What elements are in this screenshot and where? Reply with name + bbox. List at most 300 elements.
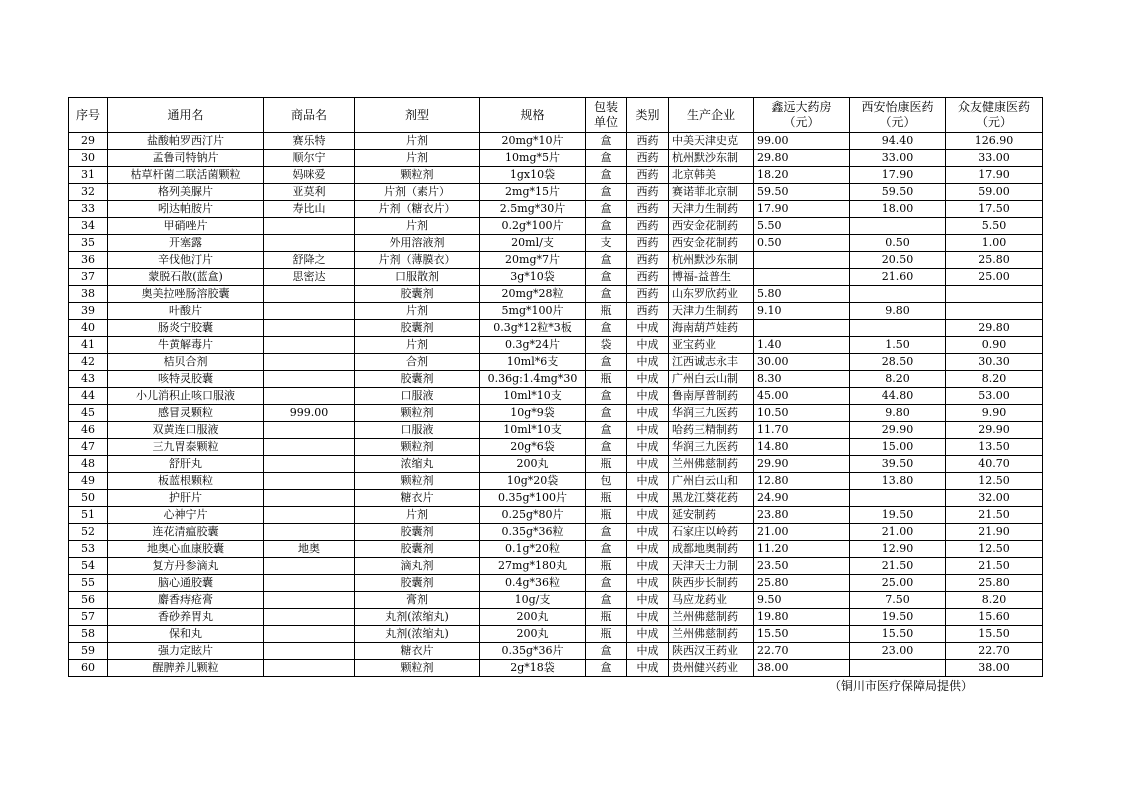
cell-price-yikang: 33.00: [850, 150, 946, 167]
cell-spec: 0.25g*80片: [480, 507, 586, 524]
cell-spec: 200丸: [480, 456, 586, 473]
cell-pack-unit: 盒: [586, 218, 627, 235]
cell-price-yikang: 7.50: [850, 592, 946, 609]
cell-price-xinyuan: 99.00: [754, 133, 850, 150]
table-row: [69, 626, 1043, 643]
cell-price-zhongyou: 32.00: [946, 490, 1043, 507]
cell-price-yikang: 39.50: [850, 456, 946, 473]
cell-category: 西药: [627, 133, 669, 150]
cell-pack-unit: 包: [586, 473, 627, 490]
cell-generic-name: 三九胃泰颗粒: [108, 439, 264, 456]
cell-dosage-form: 片剂: [355, 133, 480, 150]
table-row: [69, 575, 1043, 592]
cell-dosage-form: 糖衣片: [355, 490, 480, 507]
cell-seq: 41: [69, 337, 108, 354]
cell-category: 中成: [627, 592, 669, 609]
cell-generic-name: 脑心通胶囊: [108, 575, 264, 592]
cell-dosage-form: 口服液: [355, 388, 480, 405]
cell-spec: 20ml/支: [480, 235, 586, 252]
cell-category: 西药: [627, 184, 669, 201]
cell-spec: 0.36g:1.4mg*30: [480, 371, 586, 388]
cell-brand: 顺尔宁: [264, 150, 355, 167]
table-row: [69, 507, 1043, 524]
cell-price-yikang: 18.00: [850, 201, 946, 218]
cell-spec: 10g*20袋: [480, 473, 586, 490]
col-header-pack-unit: [586, 98, 627, 133]
cell-dosage-form: 胶囊剂: [355, 541, 480, 558]
cell-seq: 30: [69, 150, 108, 167]
cell-pack-unit: 盒: [586, 354, 627, 371]
pharmacy-yikang-unit: （元）: [879, 115, 916, 129]
cell-brand: [264, 218, 355, 235]
cell-seq: 39: [69, 303, 108, 320]
cell-pack-unit: 盒: [586, 405, 627, 422]
cell-price-xinyuan: 8.30: [754, 371, 850, 388]
col-header-generic-name: 通用名: [108, 98, 264, 133]
cell-price-xinyuan: 38.00: [754, 660, 850, 677]
cell-brand: [264, 643, 355, 660]
cell-pack-unit: 瓶: [586, 507, 627, 524]
cell-price-xinyuan: 5.80: [754, 286, 850, 303]
cell-manufacturer: 北京韩美: [669, 167, 754, 184]
cell-generic-name: 舒肝丸: [108, 456, 264, 473]
cell-brand: [264, 626, 355, 643]
cell-price-xinyuan: [754, 269, 850, 286]
cell-price-yikang: 13.80: [850, 473, 946, 490]
cell-category: 中成: [627, 524, 669, 541]
cell-generic-name: 格列美脲片: [108, 184, 264, 201]
table-row: [69, 371, 1043, 388]
cell-seq: 46: [69, 422, 108, 439]
cell-generic-name: 孟鲁司特钠片: [108, 150, 264, 167]
cell-price-xinyuan: 10.50: [754, 405, 850, 422]
table-row: [69, 405, 1043, 422]
cell-price-yikang: 25.00: [850, 575, 946, 592]
cell-price-xinyuan: 18.20: [754, 167, 850, 184]
cell-dosage-form: 片剂: [355, 150, 480, 167]
cell-category: 西药: [627, 252, 669, 269]
table-row: [69, 456, 1043, 473]
cell-generic-name: 肠炎宁胶囊: [108, 320, 264, 337]
cell-brand: [264, 660, 355, 677]
table-row: [69, 643, 1043, 660]
cell-pack-unit: 瓶: [586, 456, 627, 473]
cell-generic-name: 保和丸: [108, 626, 264, 643]
cell-price-yikang: [850, 286, 946, 303]
cell-price-xinyuan: 25.80: [754, 575, 850, 592]
cell-spec: 10g/支: [480, 592, 586, 609]
cell-price-zhongyou: 29.90: [946, 422, 1043, 439]
cell-pack-unit: 盒: [586, 575, 627, 592]
pharmacy-zhongyou-name: 众友健康医药: [957, 100, 1030, 114]
cell-brand: 地奥: [264, 541, 355, 558]
cell-brand: [264, 354, 355, 371]
cell-manufacturer: 西安金花制药: [669, 235, 754, 252]
cell-price-zhongyou: 15.60: [946, 609, 1043, 626]
cell-dosage-form: 胶囊剂: [355, 371, 480, 388]
cell-manufacturer: 广州白云山制: [669, 371, 754, 388]
cell-spec: 200丸: [480, 626, 586, 643]
cell-category: 西药: [627, 303, 669, 320]
cell-generic-name: 连花清瘟胶囊: [108, 524, 264, 541]
pharmacy-xinyuan-unit: （元）: [783, 115, 820, 129]
cell-generic-name: 复方丹参滴丸: [108, 558, 264, 575]
cell-price-yikang: 9.80: [850, 405, 946, 422]
cell-pack-unit: 瓶: [586, 558, 627, 575]
cell-seq: 32: [69, 184, 108, 201]
cell-category: 中成: [627, 371, 669, 388]
table-row: [69, 490, 1043, 507]
cell-manufacturer: 陕西步长制药: [669, 575, 754, 592]
cell-price-yikang: 21.00: [850, 524, 946, 541]
cell-dosage-form: 口服液: [355, 422, 480, 439]
cell-spec: 20mg*10片: [480, 133, 586, 150]
cell-spec: 2mg*15片: [480, 184, 586, 201]
cell-brand: [264, 524, 355, 541]
table-row: [69, 439, 1043, 456]
cell-spec: 10ml*10支: [480, 422, 586, 439]
cell-category: 中成: [627, 558, 669, 575]
cell-category: 中成: [627, 439, 669, 456]
cell-seq: 52: [69, 524, 108, 541]
table-row: [69, 592, 1043, 609]
cell-price-xinyuan: 9.50: [754, 592, 850, 609]
cell-price-zhongyou: 29.80: [946, 320, 1043, 337]
cell-price-zhongyou: 38.00: [946, 660, 1043, 677]
cell-generic-name: 吲达帕胺片: [108, 201, 264, 218]
cell-category: 中成: [627, 456, 669, 473]
table-row: [69, 150, 1043, 167]
cell-price-zhongyou: 15.50: [946, 626, 1043, 643]
cell-generic-name: 蒙脱石散(蓝盒): [108, 269, 264, 286]
cell-price-zhongyou: 1.00: [946, 235, 1043, 252]
cell-brand: 妈咪爱: [264, 167, 355, 184]
cell-seq: 55: [69, 575, 108, 592]
cell-generic-name: 枯草杆菌二联活菌颗粒: [108, 167, 264, 184]
cell-brand: [264, 558, 355, 575]
cell-price-xinyuan: 29.90: [754, 456, 850, 473]
cell-seq: 48: [69, 456, 108, 473]
cell-price-yikang: 19.50: [850, 507, 946, 524]
cell-price-yikang: 15.00: [850, 439, 946, 456]
cell-price-xinyuan: 14.80: [754, 439, 850, 456]
cell-category: 中成: [627, 660, 669, 677]
cell-dosage-form: 胶囊剂: [355, 524, 480, 541]
table-row: [69, 286, 1043, 303]
cell-seq: 59: [69, 643, 108, 660]
cell-manufacturer: 延安制药: [669, 507, 754, 524]
cell-pack-unit: 盒: [586, 201, 627, 218]
cell-seq: 60: [69, 660, 108, 677]
pack-unit-line2: 单位: [593, 115, 618, 129]
cell-generic-name: 强力定眩片: [108, 643, 264, 660]
col-header-brand: 商品名: [264, 98, 355, 133]
pack-unit-line1: 包装: [593, 100, 618, 114]
cell-manufacturer: 成都地奥制药: [669, 541, 754, 558]
cell-brand: [264, 592, 355, 609]
cell-seq: 31: [69, 167, 108, 184]
header-row: [69, 98, 1043, 133]
cell-dosage-form: 颗粒剂: [355, 439, 480, 456]
cell-price-xinyuan: 21.00: [754, 524, 850, 541]
cell-spec: 2.5mg*30片: [480, 201, 586, 218]
cell-price-xinyuan: 59.50: [754, 184, 850, 201]
cell-seq: 42: [69, 354, 108, 371]
cell-dosage-form: 片剂（薄膜衣）: [355, 252, 480, 269]
cell-pack-unit: 袋: [586, 337, 627, 354]
cell-price-zhongyou: [946, 303, 1043, 320]
cell-price-xinyuan: 19.80: [754, 609, 850, 626]
cell-spec: 0.1g*20粒: [480, 541, 586, 558]
cell-price-yikang: 15.50: [850, 626, 946, 643]
cell-price-xinyuan: 15.50: [754, 626, 850, 643]
cell-brand: [264, 507, 355, 524]
cell-seq: 43: [69, 371, 108, 388]
cell-price-xinyuan: 24.90: [754, 490, 850, 507]
cell-seq: 36: [69, 252, 108, 269]
cell-price-zhongyou: 25.80: [946, 575, 1043, 592]
cell-dosage-form: 胶囊剂: [355, 286, 480, 303]
cell-brand: [264, 456, 355, 473]
cell-manufacturer: 天津力生制药: [669, 201, 754, 218]
cell-spec: 10ml*10支: [480, 388, 586, 405]
cell-seq: 50: [69, 490, 108, 507]
table-row: [69, 558, 1043, 575]
cell-manufacturer: 哈药三精制药: [669, 422, 754, 439]
col-header-manufacturer: 生产企业: [669, 98, 754, 133]
cell-price-zhongyou: 33.00: [946, 150, 1043, 167]
cell-manufacturer: 兰州佛慈制药: [669, 456, 754, 473]
cell-price-yikang: 8.20: [850, 371, 946, 388]
cell-brand: 思密达: [264, 269, 355, 286]
cell-price-yikang: 29.90: [850, 422, 946, 439]
cell-category: 西药: [627, 235, 669, 252]
cell-spec: 3g*10袋: [480, 269, 586, 286]
table-row: [69, 269, 1043, 286]
table-row: [69, 660, 1043, 677]
cell-dosage-form: 外用溶液剂: [355, 235, 480, 252]
cell-price-xinyuan: 23.80: [754, 507, 850, 524]
cell-generic-name: 板蓝根颗粒: [108, 473, 264, 490]
cell-pack-unit: 盒: [586, 133, 627, 150]
cell-spec: 1gx10袋: [480, 167, 586, 184]
cell-generic-name: 桔贝合剂: [108, 354, 264, 371]
cell-category: 中成: [627, 337, 669, 354]
cell-pack-unit: 瓶: [586, 626, 627, 643]
cell-category: 中成: [627, 575, 669, 592]
cell-pack-unit: 盒: [586, 422, 627, 439]
pharmacy-xinyuan-name: 鑫远大药房: [771, 100, 832, 114]
cell-manufacturer: 山东罗欣药业: [669, 286, 754, 303]
cell-price-yikang: 21.50: [850, 558, 946, 575]
cell-generic-name: 醒脾养儿颗粒: [108, 660, 264, 677]
cell-category: 西药: [627, 167, 669, 184]
cell-brand: [264, 422, 355, 439]
cell-price-zhongyou: 21.50: [946, 507, 1043, 524]
cell-brand: [264, 439, 355, 456]
cell-price-yikang: [850, 218, 946, 235]
drug-price-table: [68, 97, 1043, 677]
cell-pack-unit: 瓶: [586, 490, 627, 507]
cell-category: 中成: [627, 490, 669, 507]
cell-price-xinyuan: 0.50: [754, 235, 850, 252]
cell-seq: 35: [69, 235, 108, 252]
cell-manufacturer: 天津天士力制: [669, 558, 754, 575]
cell-dosage-form: 片剂: [355, 218, 480, 235]
cell-manufacturer: 博福-益普生: [669, 269, 754, 286]
col-header-pharmacy-zhongyou: [946, 98, 1043, 133]
cell-seq: 37: [69, 269, 108, 286]
cell-brand: [264, 235, 355, 252]
cell-category: 西药: [627, 269, 669, 286]
cell-seq: 54: [69, 558, 108, 575]
cell-category: 中成: [627, 626, 669, 643]
cell-manufacturer: 华润三九医药: [669, 439, 754, 456]
cell-manufacturer: 西安金花制药: [669, 218, 754, 235]
cell-manufacturer: 华润三九医药: [669, 405, 754, 422]
pharmacy-zhongyou-unit: （元）: [975, 115, 1012, 129]
cell-manufacturer: 杭州默沙东制: [669, 252, 754, 269]
cell-spec: 0.2g*100片: [480, 218, 586, 235]
cell-price-yikang: [850, 320, 946, 337]
cell-price-yikang: 9.80: [850, 303, 946, 320]
cell-category: 中成: [627, 541, 669, 558]
cell-seq: 58: [69, 626, 108, 643]
cell-seq: 40: [69, 320, 108, 337]
cell-seq: 34: [69, 218, 108, 235]
cell-price-zhongyou: 8.20: [946, 592, 1043, 609]
cell-manufacturer: 中美天津史克: [669, 133, 754, 150]
cell-price-xinyuan: 30.00: [754, 354, 850, 371]
cell-price-zhongyou: 25.00: [946, 269, 1043, 286]
cell-price-yikang: 23.00: [850, 643, 946, 660]
cell-seq: 33: [69, 201, 108, 218]
cell-generic-name: 护肝片: [108, 490, 264, 507]
cell-spec: 0.3g*12粒*3板: [480, 320, 586, 337]
cell-spec: 0.3g*24片: [480, 337, 586, 354]
cell-brand: [264, 609, 355, 626]
cell-manufacturer: 黑龙江葵花药: [669, 490, 754, 507]
table-row: [69, 337, 1043, 354]
table-row: [69, 303, 1043, 320]
cell-brand: 赛乐特: [264, 133, 355, 150]
cell-pack-unit: 盒: [586, 524, 627, 541]
cell-manufacturer: 赛诺菲北京制: [669, 184, 754, 201]
cell-spec: 5mg*100片: [480, 303, 586, 320]
cell-dosage-form: 滴丸剂: [355, 558, 480, 575]
cell-price-xinyuan: 11.20: [754, 541, 850, 558]
cell-pack-unit: 盒: [586, 320, 627, 337]
cell-price-zhongyou: 40.70: [946, 456, 1043, 473]
cell-dosage-form: 胶囊剂: [355, 320, 480, 337]
table-row: [69, 235, 1043, 252]
cell-dosage-form: 浓缩丸: [355, 456, 480, 473]
cell-seq: 29: [69, 133, 108, 150]
table-row: [69, 609, 1043, 626]
cell-manufacturer: 江西诚志永丰: [669, 354, 754, 371]
cell-dosage-form: 丸剂(浓缩丸): [355, 626, 480, 643]
cell-price-yikang: 19.50: [850, 609, 946, 626]
cell-generic-name: 心神宁片: [108, 507, 264, 524]
cell-category: 中成: [627, 609, 669, 626]
table-row: [69, 354, 1043, 371]
table-body: [69, 133, 1043, 677]
cell-price-yikang: 0.50: [850, 235, 946, 252]
cell-spec: 10ml*6支: [480, 354, 586, 371]
cell-spec: 10g*9袋: [480, 405, 586, 422]
pharmacy-yikang-name: 西安怡康医药: [861, 100, 934, 114]
table-row: [69, 541, 1043, 558]
cell-dosage-form: 片剂（素片）: [355, 184, 480, 201]
cell-price-zhongyou: 9.90: [946, 405, 1043, 422]
cell-brand: [264, 371, 355, 388]
col-header-dosage-form: 剂型: [355, 98, 480, 133]
cell-spec: 200丸: [480, 609, 586, 626]
cell-price-zhongyou: 126.90: [946, 133, 1043, 150]
cell-generic-name: 开塞露: [108, 235, 264, 252]
cell-brand: [264, 473, 355, 490]
cell-price-xinyuan: 45.00: [754, 388, 850, 405]
cell-pack-unit: 盒: [586, 167, 627, 184]
table-row: [69, 524, 1043, 541]
cell-category: 中成: [627, 388, 669, 405]
table-row: [69, 320, 1043, 337]
cell-category: 西药: [627, 286, 669, 303]
cell-price-zhongyou: 12.50: [946, 541, 1043, 558]
table-row: [69, 133, 1043, 150]
cell-price-yikang: 1.50: [850, 337, 946, 354]
cell-price-xinyuan: 1.40: [754, 337, 850, 354]
cell-pack-unit: 瓶: [586, 303, 627, 320]
cell-price-yikang: 20.50: [850, 252, 946, 269]
table-row: [69, 422, 1043, 439]
cell-dosage-form: 膏剂: [355, 592, 480, 609]
col-header-pharmacy-xinyuan: [754, 98, 850, 133]
cell-seq: 56: [69, 592, 108, 609]
cell-brand: [264, 388, 355, 405]
cell-pack-unit: 瓶: [586, 609, 627, 626]
cell-category: 中成: [627, 405, 669, 422]
col-header-seq: 序号: [69, 98, 108, 133]
cell-spec: 0.35g*36片: [480, 643, 586, 660]
cell-generic-name: 小儿消积止咳口服液: [108, 388, 264, 405]
cell-brand: [264, 286, 355, 303]
cell-spec: 20mg*28粒: [480, 286, 586, 303]
cell-price-zhongyou: 8.20: [946, 371, 1043, 388]
cell-price-zhongyou: [946, 286, 1043, 303]
cell-pack-unit: 支: [586, 235, 627, 252]
cell-dosage-form: 胶囊剂: [355, 575, 480, 592]
cell-seq: 49: [69, 473, 108, 490]
cell-spec: 0.4g*36粒: [480, 575, 586, 592]
cell-dosage-form: 片剂（糖衣片）: [355, 201, 480, 218]
cell-spec: 2g*18袋: [480, 660, 586, 677]
cell-category: 中成: [627, 354, 669, 371]
cell-manufacturer: 杭州默沙东制: [669, 150, 754, 167]
cell-dosage-form: 颗粒剂: [355, 405, 480, 422]
cell-price-zhongyou: 53.00: [946, 388, 1043, 405]
cell-spec: 10mg*5片: [480, 150, 586, 167]
cell-dosage-form: 颗粒剂: [355, 167, 480, 184]
cell-price-yikang: 21.60: [850, 269, 946, 286]
cell-brand: 寿比山: [264, 201, 355, 218]
table-row: [69, 167, 1043, 184]
cell-price-xinyuan: 5.50: [754, 218, 850, 235]
cell-dosage-form: 口服散剂: [355, 269, 480, 286]
cell-spec: 20mg*7片: [480, 252, 586, 269]
cell-brand: [264, 337, 355, 354]
cell-price-zhongyou: 17.90: [946, 167, 1043, 184]
